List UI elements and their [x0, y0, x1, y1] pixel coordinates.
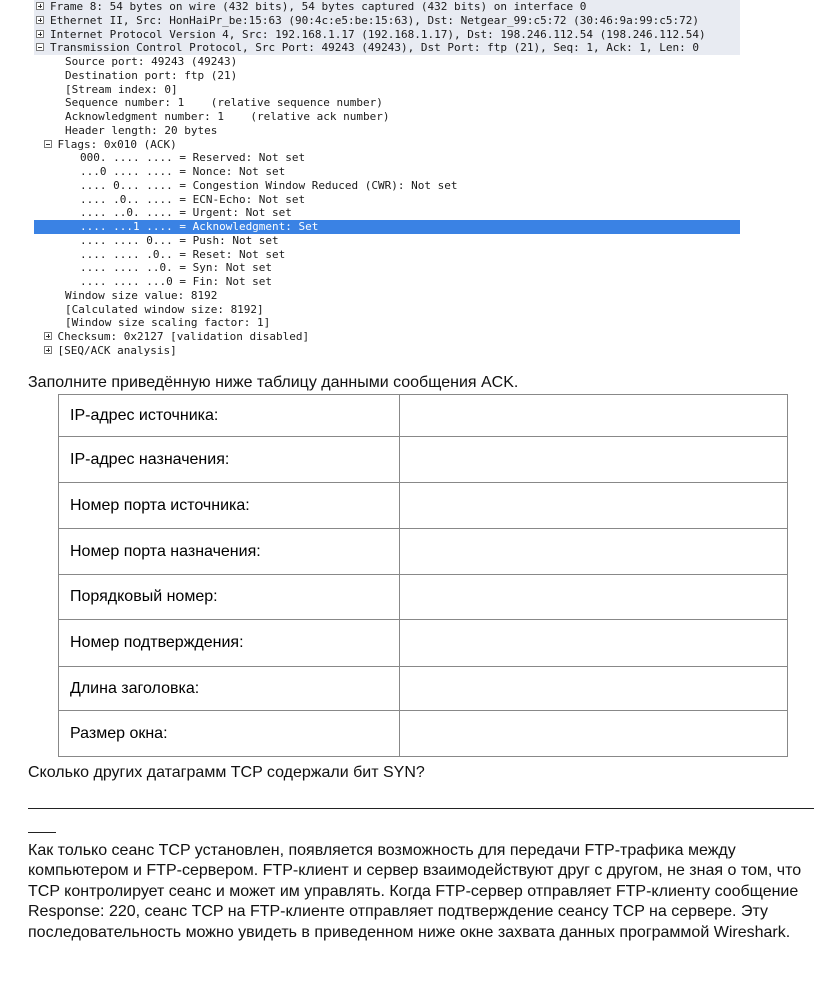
tree-row-text: .... .... ...0 = Fin: Not set [80, 275, 273, 288]
tree-row[interactable] [34, 344, 740, 358]
tree-row-text: [SEQ/ACK analysis] [57, 343, 177, 357]
tree-row-text: Checksum: 0x2127 [validation disabled] [57, 330, 310, 343]
tree-row-text: ...0 .... .... = Nonce: Not set [80, 165, 286, 178]
tree-row[interactable] [34, 151, 740, 165]
instruction-text: Заполните приведённую ниже таблицу данными сообщения ACK. [28, 374, 519, 391]
tree-row-text: .... .... .0.. = Reset: Not set [80, 247, 286, 261]
field-label: Длина заголовка: [59, 667, 400, 711]
tree-row[interactable] [34, 316, 740, 330]
packet-details-tree [34, 0, 740, 358]
table-row [59, 667, 788, 711]
tree-row-text: Frame 8: 54 bytes on wire (432 bits), 54 bytes captured (432 bits) on interface 0 [50, 0, 587, 13]
table-row [59, 395, 788, 437]
tree-row[interactable] [34, 193, 740, 207]
table-row [59, 437, 788, 483]
answer-cell[interactable] [400, 437, 788, 483]
answer-cell[interactable] [400, 529, 788, 575]
tree-row-text: .... .... 0... = Push: Not set [80, 233, 279, 247]
tree-row[interactable] [34, 303, 740, 317]
ack-data-table [58, 394, 788, 757]
field-label: Номер порта источника: [59, 483, 400, 529]
tree-row[interactable] [34, 261, 740, 275]
tree-row-text: Internet Protocol Version 4, Src: 192.168.1.17 (192.168.1.17), Dst: 198.246.112.54 (198.246.112.54) [50, 27, 706, 41]
tree-row-text: .... ..0. .... = Urgent: Not set [80, 206, 292, 220]
tree-row[interactable] [34, 28, 740, 42]
tree-row[interactable] [34, 55, 740, 69]
tree-row-text: Transmission Control Protocol, Src Port: 49243 (49243), Dst Port: ftp (21), Seq: 1, Ack: 1, Len: 0 [50, 41, 700, 55]
tree-row[interactable] [34, 179, 740, 193]
tree-row[interactable] [34, 275, 740, 289]
tree-row-text: 000. .... .... = Reserved: Not set [80, 151, 306, 165]
tree-row[interactable] [34, 14, 740, 28]
answer-cell[interactable] [400, 667, 788, 711]
answer-line[interactable] [28, 808, 814, 809]
tree-row-text: [Window size scaling factor: 1] [65, 316, 271, 330]
field-label: Порядковый номер: [59, 575, 400, 620]
tree-row-text: Source port: 49243 (49243) [65, 55, 238, 68]
answer-cell[interactable] [400, 711, 788, 757]
tree-row-text: Header length: 20 bytes [65, 123, 218, 137]
tree-row[interactable] [34, 289, 740, 303]
tree-row[interactable] [34, 165, 740, 179]
tree-row[interactable] [34, 96, 740, 110]
tree-row-text: [Calculated window size: 8192] [65, 302, 264, 316]
tree-row-text: Window size value: 8192 [65, 288, 218, 302]
field-label: IP-адрес источника: [59, 395, 400, 437]
table-row [59, 575, 788, 620]
tree-row[interactable] [34, 330, 740, 344]
tree-row[interactable] [34, 69, 740, 83]
expand-icon[interactable] [36, 2, 44, 10]
table-row [59, 483, 788, 529]
answer-cell[interactable] [400, 395, 788, 437]
answer-cell[interactable] [400, 483, 788, 529]
tree-row[interactable] [34, 124, 740, 138]
tree-row-selected[interactable] [34, 220, 740, 234]
tree-row[interactable] [34, 248, 740, 262]
tree-row-text: Acknowledgment number: 1 (relative ack number) [65, 110, 390, 123]
expand-icon[interactable] [44, 346, 52, 354]
tree-row-text: .... ...1 .... = Acknowledgment: Set [80, 220, 319, 233]
tree-row[interactable] [34, 206, 740, 220]
field-label: Номер подтверждения: [59, 620, 400, 667]
table-row [59, 529, 788, 575]
syn-question: Сколько других датаграмм TCP содержали бит SYN? [28, 764, 425, 781]
field-label: Номер порта назначения: [59, 529, 400, 575]
tree-row-text: [Stream index: 0] [65, 82, 178, 96]
field-label: Размер окна: [59, 711, 400, 757]
tree-row[interactable] [34, 83, 740, 97]
tree-row-text: .... .... ..0. = Syn: Not set [80, 261, 273, 275]
tree-row[interactable] [34, 234, 740, 248]
expand-icon[interactable] [44, 332, 52, 340]
tree-row[interactable] [34, 41, 740, 55]
expand-icon[interactable] [36, 30, 44, 38]
tree-row-text: Sequence number: 1 (relative sequence number) [65, 96, 383, 110]
tree-row-text: Flags: 0x010 (ACK) [57, 137, 177, 151]
tree-row[interactable] [34, 0, 740, 14]
tree-row-text: .... .0.. .... = ECN-Echo: Not set [80, 192, 306, 206]
field-label: IP-адрес назначения: [59, 437, 400, 483]
collapse-icon[interactable] [44, 140, 52, 148]
table-row [59, 711, 788, 757]
answer-line-continuation [28, 832, 56, 833]
tree-row-text: Ethernet II, Src: HonHaiPr_be:15:63 (90:4c:e5:be:15:63), Dst: Netgear_99:c5:72 (30:46:9a:99:c5:72) [50, 13, 700, 27]
ftp-explanation-paragraph: Как только сеанс TCP установлен, появляется возможность для передачи FTP-трафика между компьютером и FTP-сервером. FTP-клиент и сервер взаимодействуют друг с другом, не зная о том, что TCP контролирует сеанс и может им управлять. Когда FTP-сервер отправляет FTP-клиенту сообщение Response: 220, сеанс TCP на FTP-клиенте отправляет подтверждение сеансу TCP на сервере. Эту последовательность можно увидеть в приведенном ниже окне захвата данных программой Wireshark. [28, 842, 802, 941]
tree-row[interactable] [34, 138, 740, 152]
tree-row-text: .... 0... .... = Congestion Window Reduced (CWR): Not set [80, 178, 458, 192]
answer-cell[interactable] [400, 575, 788, 620]
tree-row[interactable] [34, 110, 740, 124]
table-row [59, 620, 788, 667]
expand-icon[interactable] [36, 16, 44, 24]
answer-cell[interactable] [400, 620, 788, 667]
tree-row-text: Destination port: ftp (21) [65, 68, 238, 82]
collapse-icon[interactable] [36, 43, 44, 51]
